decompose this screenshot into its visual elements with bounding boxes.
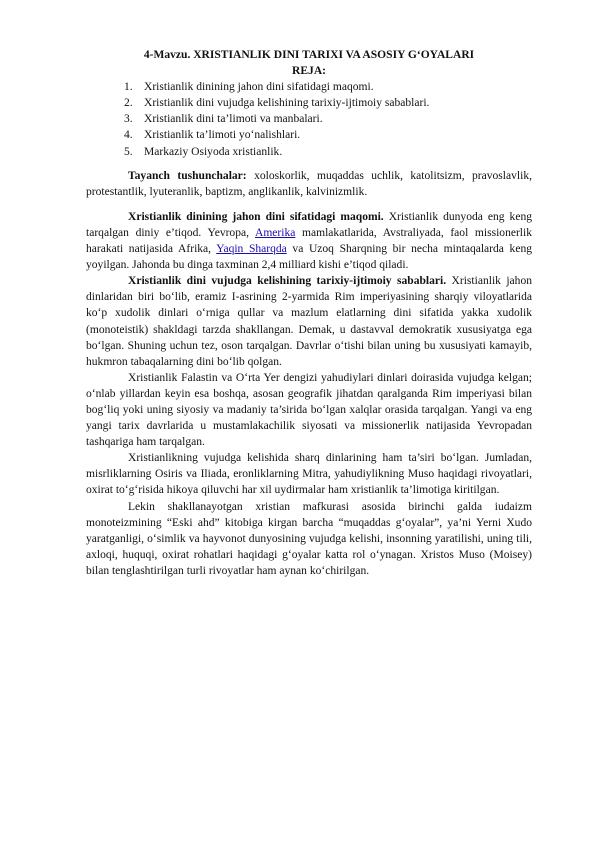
section2-paragraph	[86, 273, 532, 370]
key-terms-paragraph	[86, 168, 532, 200]
list-item-number: 1.	[124, 81, 133, 94]
section1-text-part2: mamlakatlarida, Avstraliyada, faol missionerlik harakati natijasida Afrika,	[86, 226, 532, 256]
key-terms-text: xoloskorlik, muqaddas uchlik, katolitsizm, pravoslavlik, protestantlik, lyuteranlik, baptizm, anglikanlik, kalvinizmlik.	[86, 169, 532, 198]
section1-text-part3: va Uzoq Sharqning bir necha mintaqalarda keng yoyilgan. Jahonda bu dinga taxminan 2,4 milliard kishi e’tiqod qiladi.	[86, 243, 532, 272]
section2-heading: Xristianlik dini vujudga kelishining tarixiy-ijtimoiy sabablari.	[128, 275, 447, 288]
list-item-text: Xristianlik dini vujudga kelishining tarixiy-ijtimoiy sabablari.	[144, 97, 430, 110]
key-terms-label: Tayanch tushunchalar:	[128, 169, 247, 182]
near-east-link[interactable]: Yaqin Sharqda	[216, 243, 287, 256]
list-item-number: 5.	[124, 145, 133, 158]
section1-paragraph	[86, 209, 532, 273]
list-item	[86, 111, 532, 127]
document-page	[86, 47, 532, 579]
list-item-number: 2.	[124, 97, 133, 110]
section2-text: Xristianlik jahon dinlaridan biri bo‘lib, eramiz I-asrining 2-yarmida Rim imperiyasining sharqiy viloyatlarida ko‘p xudolik dinlari o‘rniga qullar va mazlum elatlarning dini sifatida yakka xudolik (monoteistik) shakldagi tarzda shakllangan. Demak, u dastavval demokratik xususiyatga ega bo‘lgan. Shuning uchun tez, oson tarqalgan. Davrlar o‘tishi bilan uning bu xususiyati kamayib, hukmron tabaqalarning dini bo‘lib qolgan.	[86, 275, 533, 368]
list-item-number: 3.	[124, 113, 133, 126]
list-item	[86, 79, 532, 95]
list-item	[86, 144, 532, 160]
plan-heading: REJA:	[292, 65, 326, 78]
list-item-text: Xristianlik dini ta’limoti va manbalari.	[144, 113, 323, 126]
list-item	[86, 95, 532, 111]
america-link[interactable]: Amerika	[254, 226, 296, 239]
list-item-number: 4.	[124, 129, 133, 142]
section1-text-part1: Xristianlik dunyoda eng keng tarqalgan diniy e’tiqod. Yevropa,	[86, 210, 532, 239]
body-paragraph-4: Xristianlikning vujudga kelishida sharq dinlarining ham ta’siri bo‘lgan. Jumladan, misrliklarning Osiris va Iliada, eronliklarning Mitra, yahudiylikning Muso haqidagi rivoyatlari, oxirat to‘g‘risida hikoya qiluvchi har xil uydirmalar ham xristianlik ta’limotiga kiritilgan.	[86, 452, 532, 497]
body-paragraph-3: Xristianlik Falastin va O‘rta Yer dengizi yahudiylari dinlari doirasida vujudga kelgan; o‘nlab yillardan keyin esa boshqa, asosan geografik jihatdan qaralganda Rim imperiyasi bilan bog‘liq yoki uning siyosiy va madaniy ta’sirida bo‘lgan xalqlar orasida tarqalgan. Yangi va eng yangi tarix davrlarida u mustamlakachilik siyosati va missionerlik natijasida Yevropadan tashqariga ham tarqalgan.	[86, 371, 532, 449]
list-item-text: Markaziy Osiyoda xristianlik.	[144, 145, 283, 158]
body-paragraph-5: Lekin shakllanayotgan xristian mafkurasi asosida birinchi galda iudaizm monoteizmining “Eski ahd” kitobiga kirgan barcha “muqaddas g‘oyalar”, ya’ni Yerni Xudo yaratganligi, o‘simlik va hayvonot dunyosining vujudga kelishi, insonning yaratilishi, uning tili, axloqi, huquqi, oxirat rohatlari haqidagi g‘oyalar katta rol o‘ynagan. Xristos Muso (Moisey) bilan tenglashtirilgan turli rivoyatlar ham aynan ko‘chirilgan.	[86, 500, 532, 577]
list-item-text: Xristianlik ta’limoti yo‘nalishlari.	[144, 129, 301, 142]
plan-list	[86, 79, 532, 159]
page-title: 4-Mavzu. XRISTIANLIK DINI TARIXI VA ASOSIY G‘OYALARI	[143, 49, 475, 61]
list-item-text: Xristianlik dinining jahon dini sifatidagi maqomi.	[144, 81, 374, 94]
list-item	[86, 127, 532, 143]
section1-heading: Xristianlik dinining jahon dini sifatidagi maqomi.	[128, 210, 384, 223]
